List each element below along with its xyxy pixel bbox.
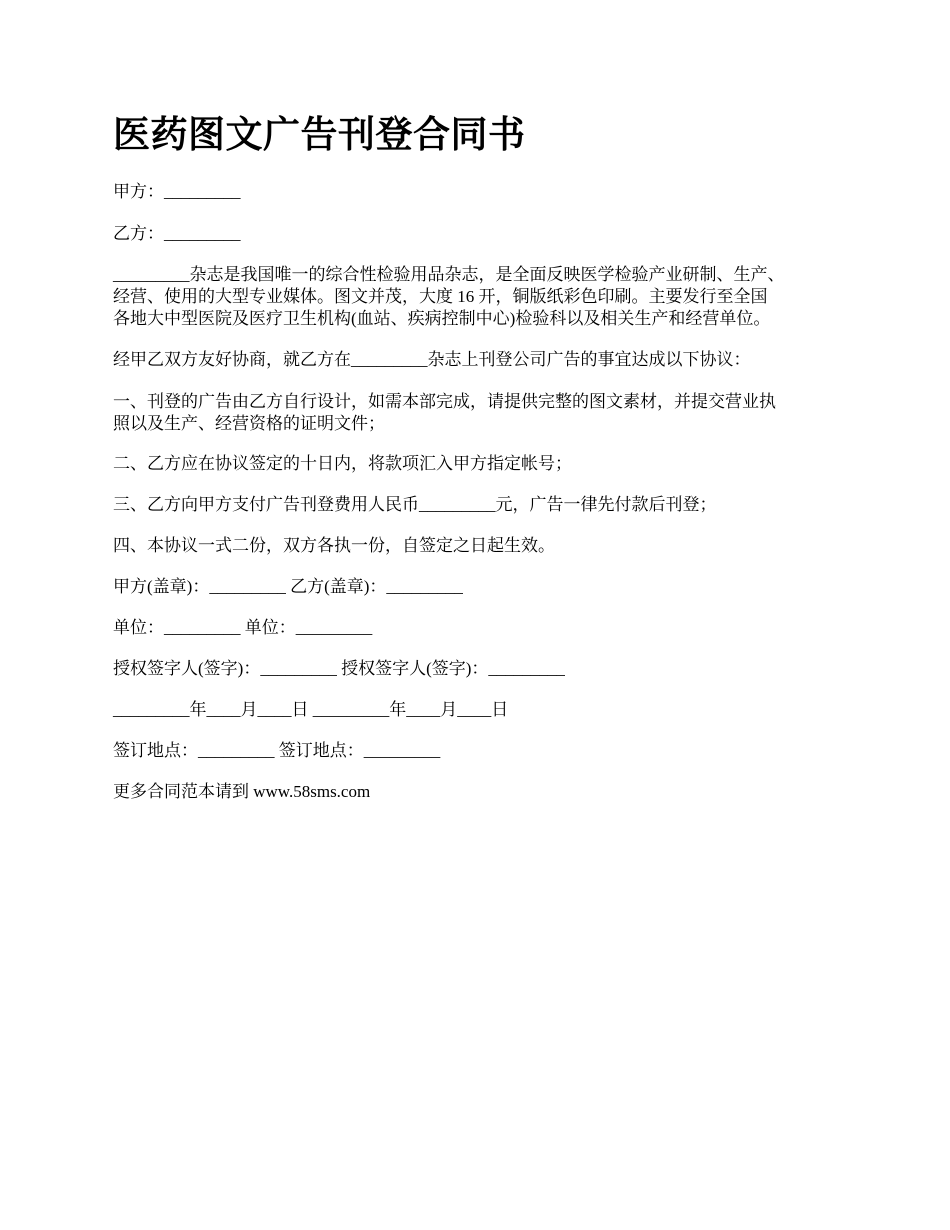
party-b-line: 乙方：_________ bbox=[113, 224, 241, 243]
party-a-line: 甲方：_________ bbox=[113, 182, 241, 201]
seal-line: 甲方(盖章)：_________ 乙方(盖章)：_________ bbox=[113, 577, 463, 596]
clause-3: 三、乙方向甲方支付广告刊登费用人民币_________元，广告一律先付款后刊登； bbox=[113, 495, 717, 514]
intro-paragraph bbox=[113, 264, 843, 330]
intro-line: _________杂志是我国唯一的综合性检验用品杂志，是全面反映医学检验产业研制、生产、 bbox=[113, 265, 785, 284]
clause-1 bbox=[113, 391, 843, 435]
unit-line: 单位：_________ 单位：_________ bbox=[113, 618, 373, 637]
clause-4: 四、本协议一式二份，双方各执一份，自签定之日起生效。 bbox=[113, 536, 555, 555]
agreement-line: 经甲乙双方友好协商，就乙方在_________杂志上刊登公司广告的事宜达成以下协议： bbox=[113, 350, 751, 369]
clause-1-line: 照以及生产、经营资格的证明文件； bbox=[113, 414, 385, 433]
clause-1-line: 一、刊登的广告由乙方自行设计，如需本部完成，请提供完整的图文素材，并提交营业执 bbox=[113, 392, 776, 411]
signer-line: 授权签字人(签字)：_________ 授权签字人(签字)：_________ bbox=[113, 659, 565, 678]
footer-link-text: 更多合同范本请到 www.58sms.com bbox=[113, 782, 371, 801]
intro-line: 各地大中型医院及医疗卫生机构(血站、疾病控制中心)检验科以及相关生产和经营单位。 bbox=[113, 309, 771, 328]
place-line: 签订地点：_________ 签订地点：_________ bbox=[113, 741, 441, 760]
intro-line: 经营、使用的大型专业媒体。图文并茂，大度 16 开，铜版纸彩色印刷。主要发行至全国 bbox=[113, 287, 768, 306]
date-line: _________年____月____日 _________年____月____日 bbox=[113, 700, 509, 719]
clause-2: 二、乙方应在协议签定的十日内，将款项汇入甲方指定帐号； bbox=[113, 454, 572, 473]
document-title: 医药图文广告刊登合同书 bbox=[113, 115, 526, 156]
